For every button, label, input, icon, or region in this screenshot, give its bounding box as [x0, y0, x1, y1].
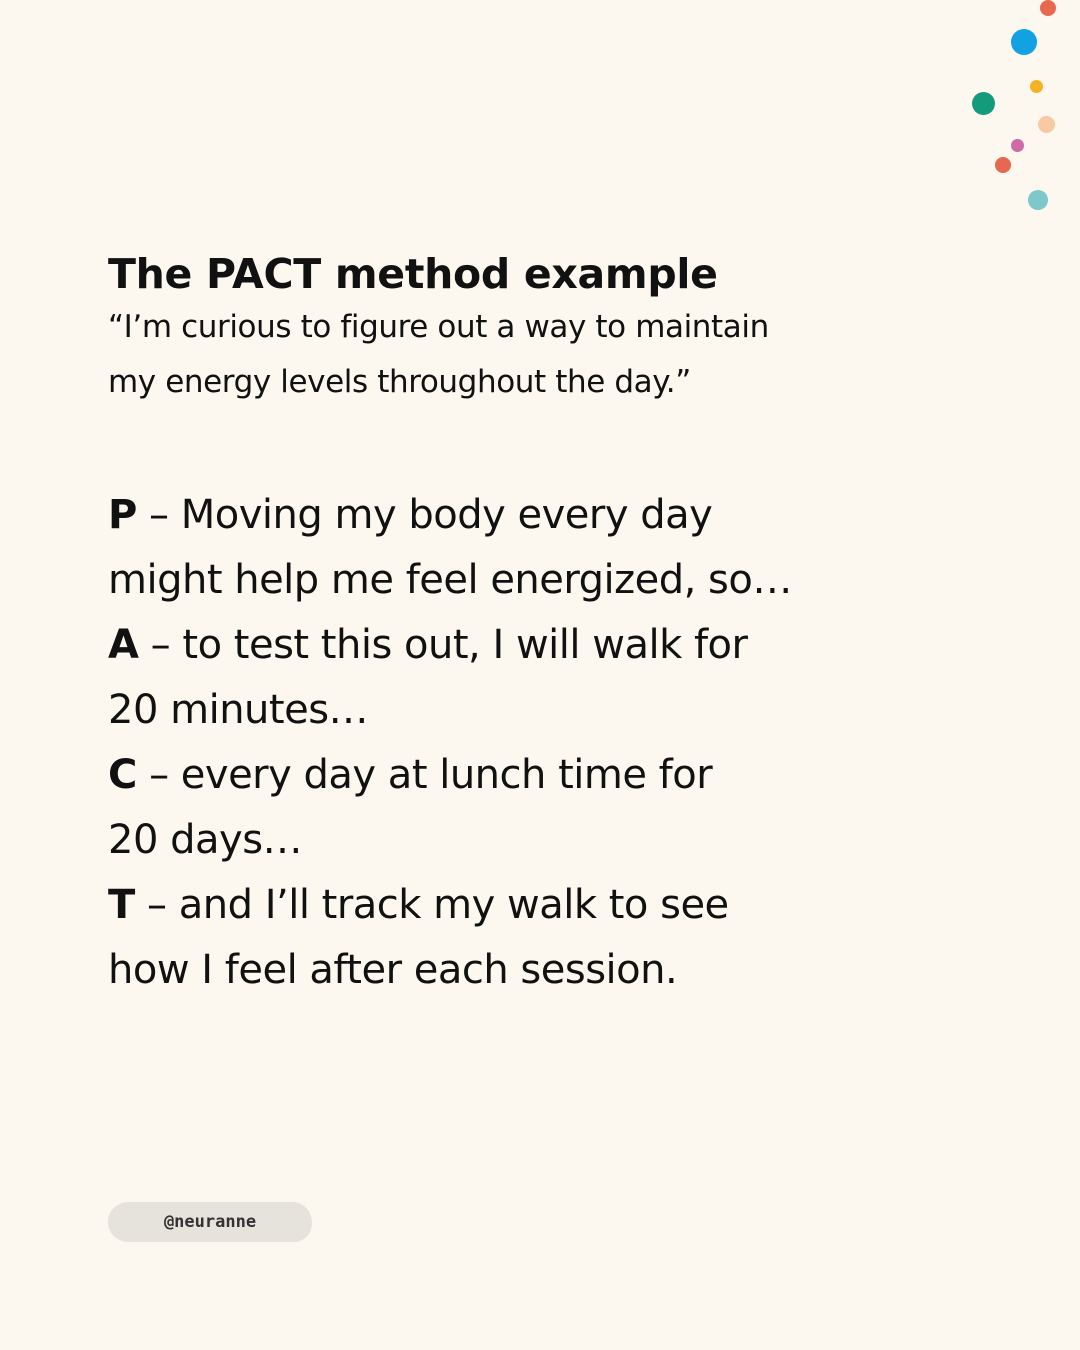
- step-text-line-2: might help me feel energized, so…: [108, 557, 792, 603]
- yellow-dot: [1030, 80, 1043, 93]
- teal-dot: [1028, 190, 1048, 210]
- step-t: [108, 873, 968, 1003]
- step-c: [108, 743, 968, 873]
- step-letter: P: [108, 492, 137, 538]
- red-dot: [995, 157, 1011, 173]
- author-handle-badge: [108, 1202, 312, 1242]
- step-letter: C: [108, 752, 137, 798]
- main-content: [108, 248, 968, 1003]
- step-text-line-2: 20 minutes…: [108, 687, 369, 733]
- step-p: [108, 483, 968, 613]
- step-a: [108, 613, 968, 743]
- step-text-line-2: 20 days…: [108, 817, 303, 863]
- page-title: The PACT method example: [108, 250, 718, 298]
- pink-dot: [1011, 139, 1024, 152]
- quote-line-2: my energy levels throughout the day.”: [108, 364, 691, 400]
- step-text-line-1: – Moving my body every day: [136, 492, 713, 538]
- step-letter: A: [108, 622, 139, 668]
- quote-line-1: “I’m curious to figure out a way to maintain: [108, 309, 769, 345]
- pact-steps: [108, 483, 968, 1003]
- step-text-line-1: – and I’ll track my walk to see: [134, 882, 729, 928]
- coral-dot: [1040, 0, 1056, 16]
- step-text-line-1: – to test this out, I will walk for: [138, 622, 748, 668]
- step-letter: T: [108, 882, 135, 928]
- example-quote: [108, 300, 968, 410]
- step-text-line-1: – every day at lunch time for: [136, 752, 713, 798]
- green-dot: [972, 92, 995, 115]
- peach-dot: [1038, 116, 1055, 133]
- blue-dot: [1011, 29, 1037, 55]
- step-text-line-2: how I feel after each session.: [108, 947, 678, 993]
- author-handle: @neuranne: [163, 1212, 257, 1232]
